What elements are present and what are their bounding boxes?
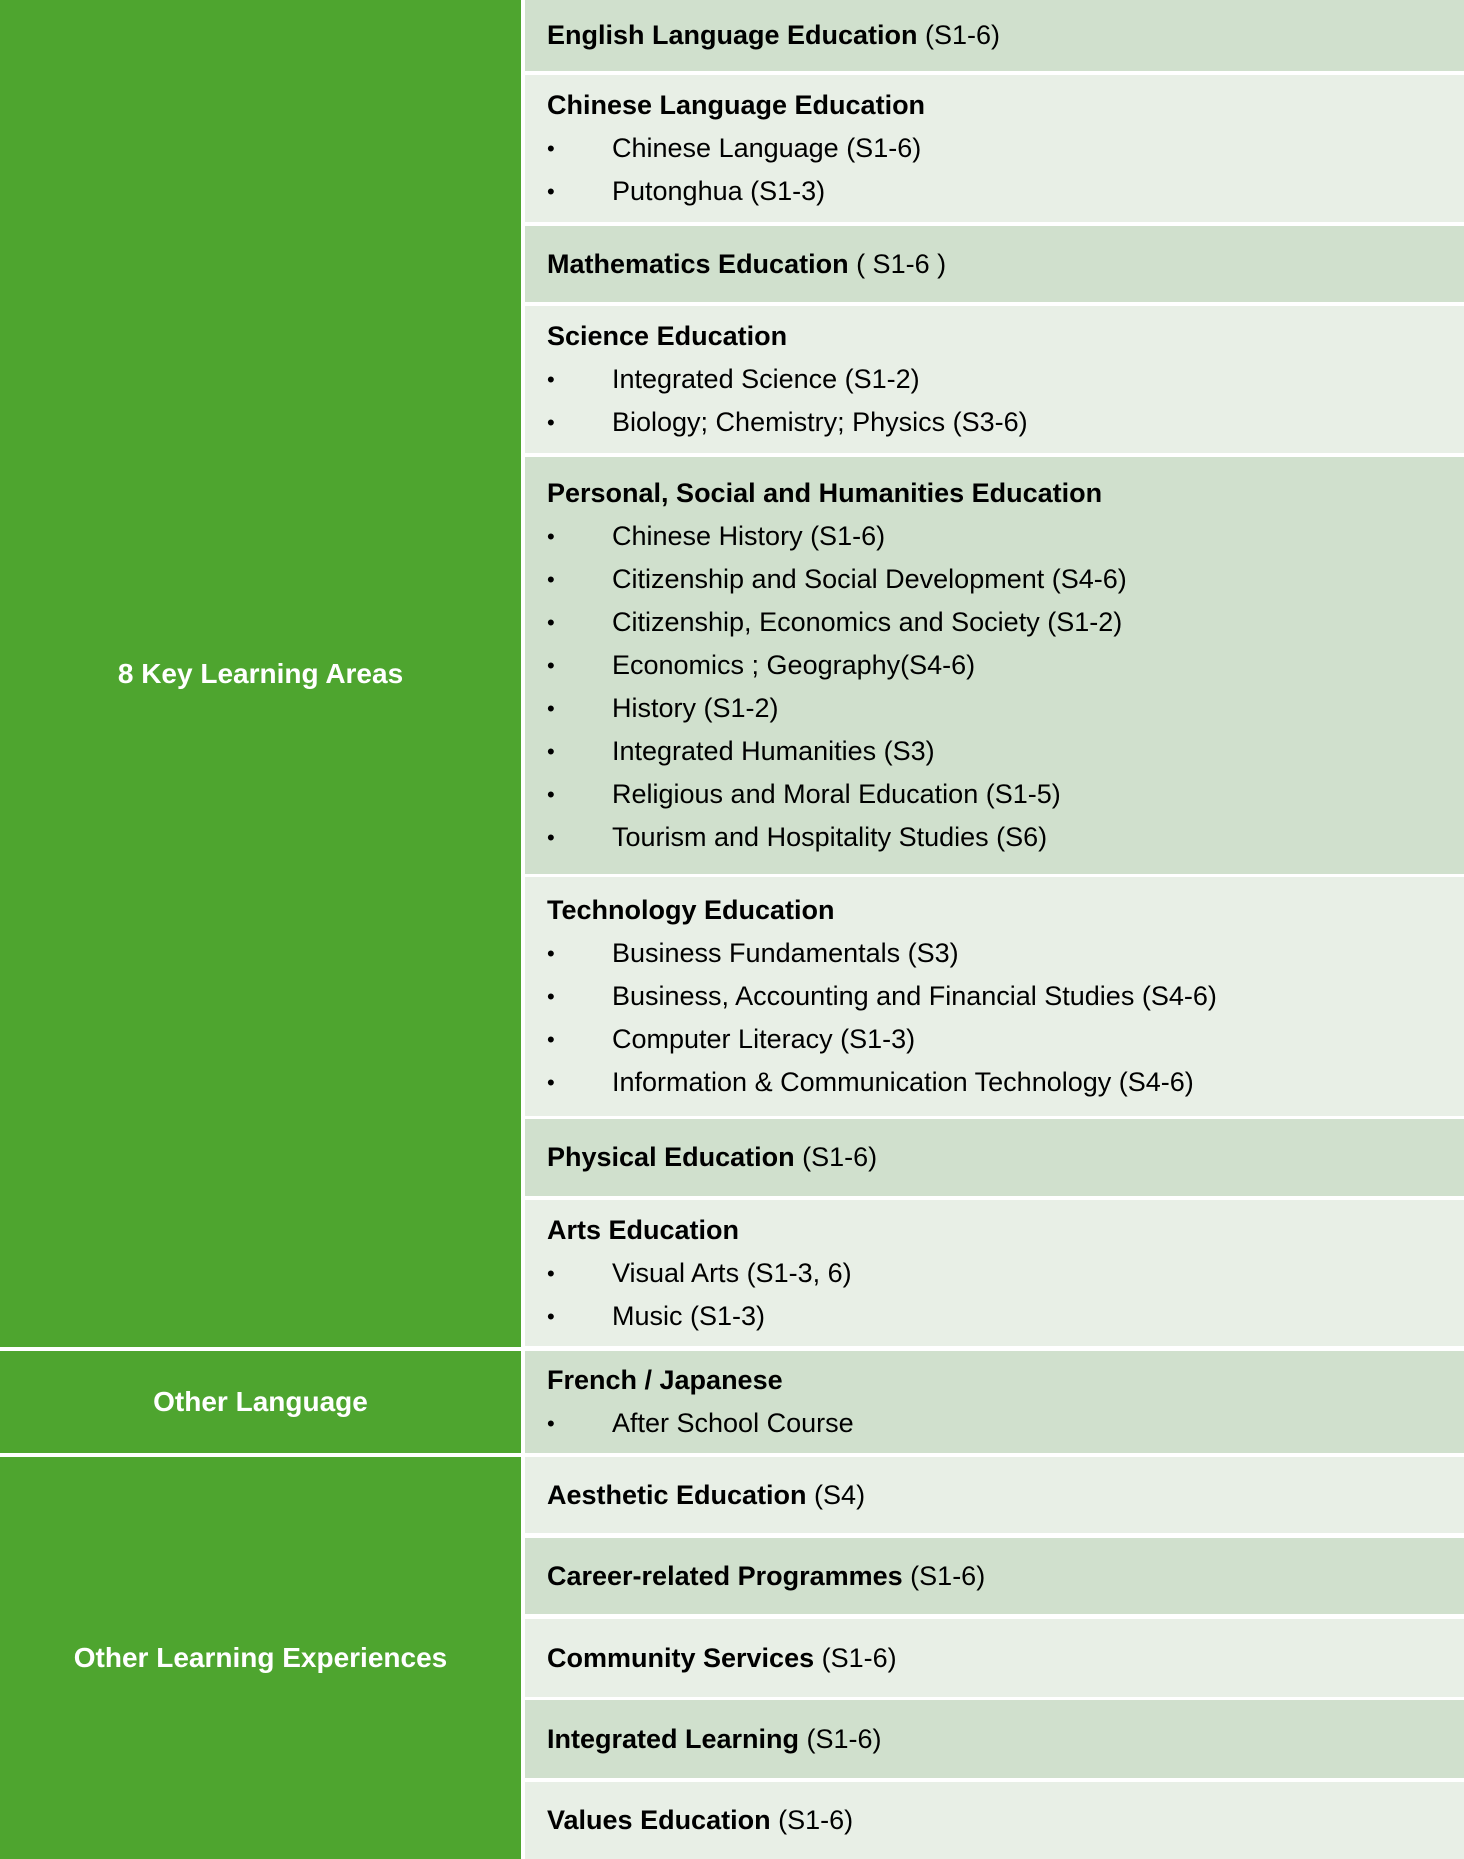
- bullet-icon: •: [547, 825, 555, 850]
- subject-heading: [547, 14, 1464, 57]
- list-item: [547, 816, 1464, 859]
- list-item-text: Information & Communication Technology (S4-6): [612, 1067, 1194, 1097]
- list-item: [547, 401, 1464, 444]
- subject-row: [525, 1200, 1464, 1346]
- subject-title: Values Education: [547, 1805, 771, 1835]
- subject-level: (S1-6): [799, 1723, 882, 1754]
- list-item-text: Integrated Humanities (S3): [612, 736, 935, 766]
- subject-title: English Language Education: [547, 20, 918, 50]
- subject-row: [525, 0, 1464, 71]
- list-item: [547, 558, 1464, 601]
- bullet-icon: •: [547, 696, 555, 721]
- subject-row: [525, 457, 1464, 874]
- subject-title: Chinese Language Education: [547, 90, 926, 120]
- group-label: Other Language: [153, 1386, 368, 1417]
- bullet-icon: •: [547, 136, 555, 161]
- list-item-text: Visual Arts (S1-3, 6): [612, 1257, 852, 1288]
- list-item: [547, 515, 1464, 558]
- list-item-text: Business Fundamentals (S3): [612, 938, 959, 968]
- list-item: [547, 932, 1464, 975]
- subject-heading: [547, 1359, 1464, 1402]
- bullet-icon: •: [547, 739, 555, 764]
- bullet-icon: •: [547, 653, 555, 678]
- list-item-text: Music (S1-3): [612, 1300, 766, 1331]
- subject-row: [525, 1457, 1464, 1533]
- subject-level: (S1-6): [814, 1642, 897, 1673]
- list-item: [547, 358, 1464, 401]
- subject-level: (S1-6): [917, 20, 1001, 50]
- list-item-text: Tourism and Hospitality Studies (S6): [612, 822, 1048, 852]
- list-item: [547, 773, 1464, 816]
- subject-row: [525, 1700, 1464, 1778]
- list-item-text: After School Course: [612, 1408, 854, 1438]
- subject-title: Arts Education: [547, 1214, 740, 1245]
- bullet-icon: •: [547, 524, 555, 549]
- subject-level: (S1-6): [794, 1142, 878, 1172]
- subject-heading: [547, 1555, 1464, 1598]
- group-label: Other Learning Experiences: [73, 1642, 448, 1673]
- list-item-text: Religious and Moral Education (S1-5): [612, 779, 1061, 809]
- subject-heading: [547, 315, 1464, 358]
- subject-heading: [547, 1136, 1464, 1179]
- subject-title: Science Education: [547, 321, 788, 351]
- subject-heading: [547, 243, 1464, 286]
- list-item: [547, 1252, 1464, 1295]
- subject-heading: [547, 1637, 1464, 1680]
- bullet-icon: •: [547, 367, 555, 392]
- subject-title: Career-related Programmes: [547, 1560, 903, 1591]
- group-key-learning-areas: [0, 0, 521, 1347]
- list-item-text: Integrated Science (S1-2): [612, 364, 920, 394]
- list-item-text: Computer Literacy (S1-3): [612, 1024, 916, 1054]
- subject-title: Mathematics Education: [547, 248, 849, 279]
- bullet-icon: •: [547, 1027, 555, 1052]
- bullet-icon: •: [547, 1260, 555, 1286]
- list-item-text: Citizenship and Social Development (S4-6): [612, 564, 1127, 594]
- subject-level: (S1-6): [902, 1560, 986, 1591]
- subject-row: [525, 75, 1464, 222]
- subject-title: French / Japanese: [547, 1365, 783, 1395]
- subject-heading: [547, 889, 1464, 932]
- list-item: [547, 1295, 1464, 1338]
- subject-row: [525, 1538, 1464, 1614]
- subject-title: Community Services: [547, 1642, 815, 1673]
- subject-title: Personal, Social and Humanities Education: [547, 478, 1103, 508]
- list-item: [547, 1018, 1464, 1061]
- bullet-icon: •: [547, 941, 555, 966]
- list-item: [547, 730, 1464, 773]
- subject-title: Physical Education: [547, 1142, 795, 1172]
- list-item: [547, 1402, 1464, 1445]
- bullet-icon: •: [547, 1070, 555, 1095]
- list-item: [547, 644, 1464, 687]
- bullet-icon: •: [547, 984, 555, 1009]
- list-item-text: Chinese Language (S1-6): [612, 133, 922, 163]
- list-item: [547, 975, 1464, 1018]
- bullet-icon: •: [547, 610, 555, 635]
- list-item-text: Economics ; Geography(S4-6): [612, 650, 976, 680]
- subject-row: [525, 1351, 1464, 1453]
- subject-heading: [547, 1718, 1464, 1761]
- subject-level: ( S1-6 ): [848, 248, 947, 279]
- bullet-icon: •: [547, 567, 555, 592]
- list-item: [547, 601, 1464, 644]
- subject-row: [525, 306, 1464, 453]
- list-item-text: History (S1-2): [612, 693, 779, 723]
- subject-row: [525, 877, 1464, 1116]
- subject-level: (S4): [806, 1479, 866, 1510]
- subject-row: [525, 1782, 1464, 1859]
- bullet-icon: •: [547, 1303, 555, 1329]
- group-label: 8 Key Learning Areas: [117, 657, 404, 689]
- list-item: [547, 127, 1464, 170]
- subject-row: [525, 1619, 1464, 1697]
- subject-heading: [547, 472, 1464, 515]
- subject-heading: [547, 84, 1464, 127]
- subject-title: Integrated Learning: [547, 1723, 800, 1754]
- list-item: [547, 687, 1464, 730]
- group-other-language: [0, 1351, 521, 1453]
- bullet-icon: •: [547, 1411, 555, 1436]
- subject-heading: [547, 1209, 1464, 1252]
- list-item: [547, 1061, 1464, 1104]
- bullet-icon: •: [547, 410, 555, 435]
- list-item-text: Biology; Chemistry; Physics (S3-6): [612, 407, 1028, 437]
- subject-title: Technology Education: [547, 895, 835, 925]
- list-item: [547, 170, 1464, 213]
- list-item-text: Citizenship, Economics and Society (S1-2): [612, 607, 1123, 637]
- subject-title: Aesthetic Education: [547, 1479, 807, 1510]
- list-item-text: Chinese History (S1-6): [612, 521, 886, 551]
- subject-row: [525, 226, 1464, 302]
- bullet-icon: •: [547, 179, 555, 204]
- subject-row: [525, 1119, 1464, 1196]
- list-item-text: Business, Accounting and Financial Studies (S4-6): [612, 981, 1217, 1011]
- group-other-learning-experiences: [0, 1457, 521, 1859]
- subject-heading: [547, 1799, 1464, 1842]
- subject-level: (S1-6): [770, 1805, 854, 1835]
- list-item-text: Putonghua (S1-3): [612, 176, 826, 206]
- bullet-icon: •: [547, 782, 555, 807]
- subject-heading: [547, 1474, 1464, 1517]
